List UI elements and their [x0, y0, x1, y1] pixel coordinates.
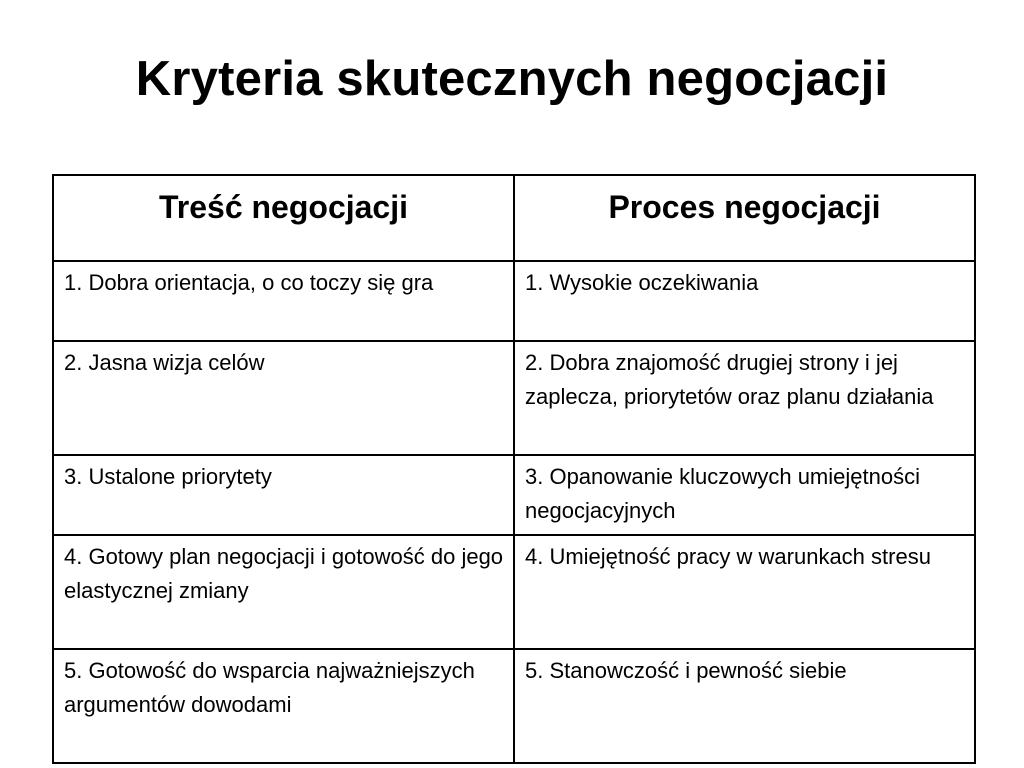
- table-cell-process: 3. Opanowanie kluczowych umiejętności negocjacyjnych: [514, 455, 975, 535]
- table-cell-content: 2. Jasna wizja celów: [53, 341, 514, 455]
- table-cell-process: 1. Wysokie oczekiwania: [514, 261, 975, 341]
- table-cell-process: 2. Dobra znajomość drugiej strony i jej zaplecza, priorytetów oraz planu działania: [514, 341, 975, 455]
- table-cell-content: 5. Gotowość do wsparcia najważniejszych argumentów dowodami: [53, 649, 514, 763]
- table-row: [53, 455, 975, 535]
- criteria-table: [52, 174, 976, 764]
- column-header-content: Treść negocjacji: [53, 175, 514, 261]
- slide-title: Kryteria skutecznych negocjacji: [135, 52, 889, 106]
- table-cell-content: 4. Gotowy plan negocjacji i gotowość do jego elastycznej zmiany: [53, 535, 514, 649]
- table-cell-process: 4. Umiejętność pracy w warunkach stresu: [514, 535, 975, 649]
- table-row: [53, 649, 975, 763]
- table-cell-process: 5. Stanowczość i pewność siebie: [514, 649, 975, 763]
- table-row: [53, 535, 975, 649]
- table-cell-content: 1. Dobra orientacja, o co toczy się gra: [53, 261, 514, 341]
- table-cell-content: 3. Ustalone priorytety: [53, 455, 514, 535]
- table-row: [53, 261, 975, 341]
- column-header-process: Proces negocjacji: [514, 175, 975, 261]
- table-header-row: [53, 175, 975, 261]
- table-row: [53, 341, 975, 455]
